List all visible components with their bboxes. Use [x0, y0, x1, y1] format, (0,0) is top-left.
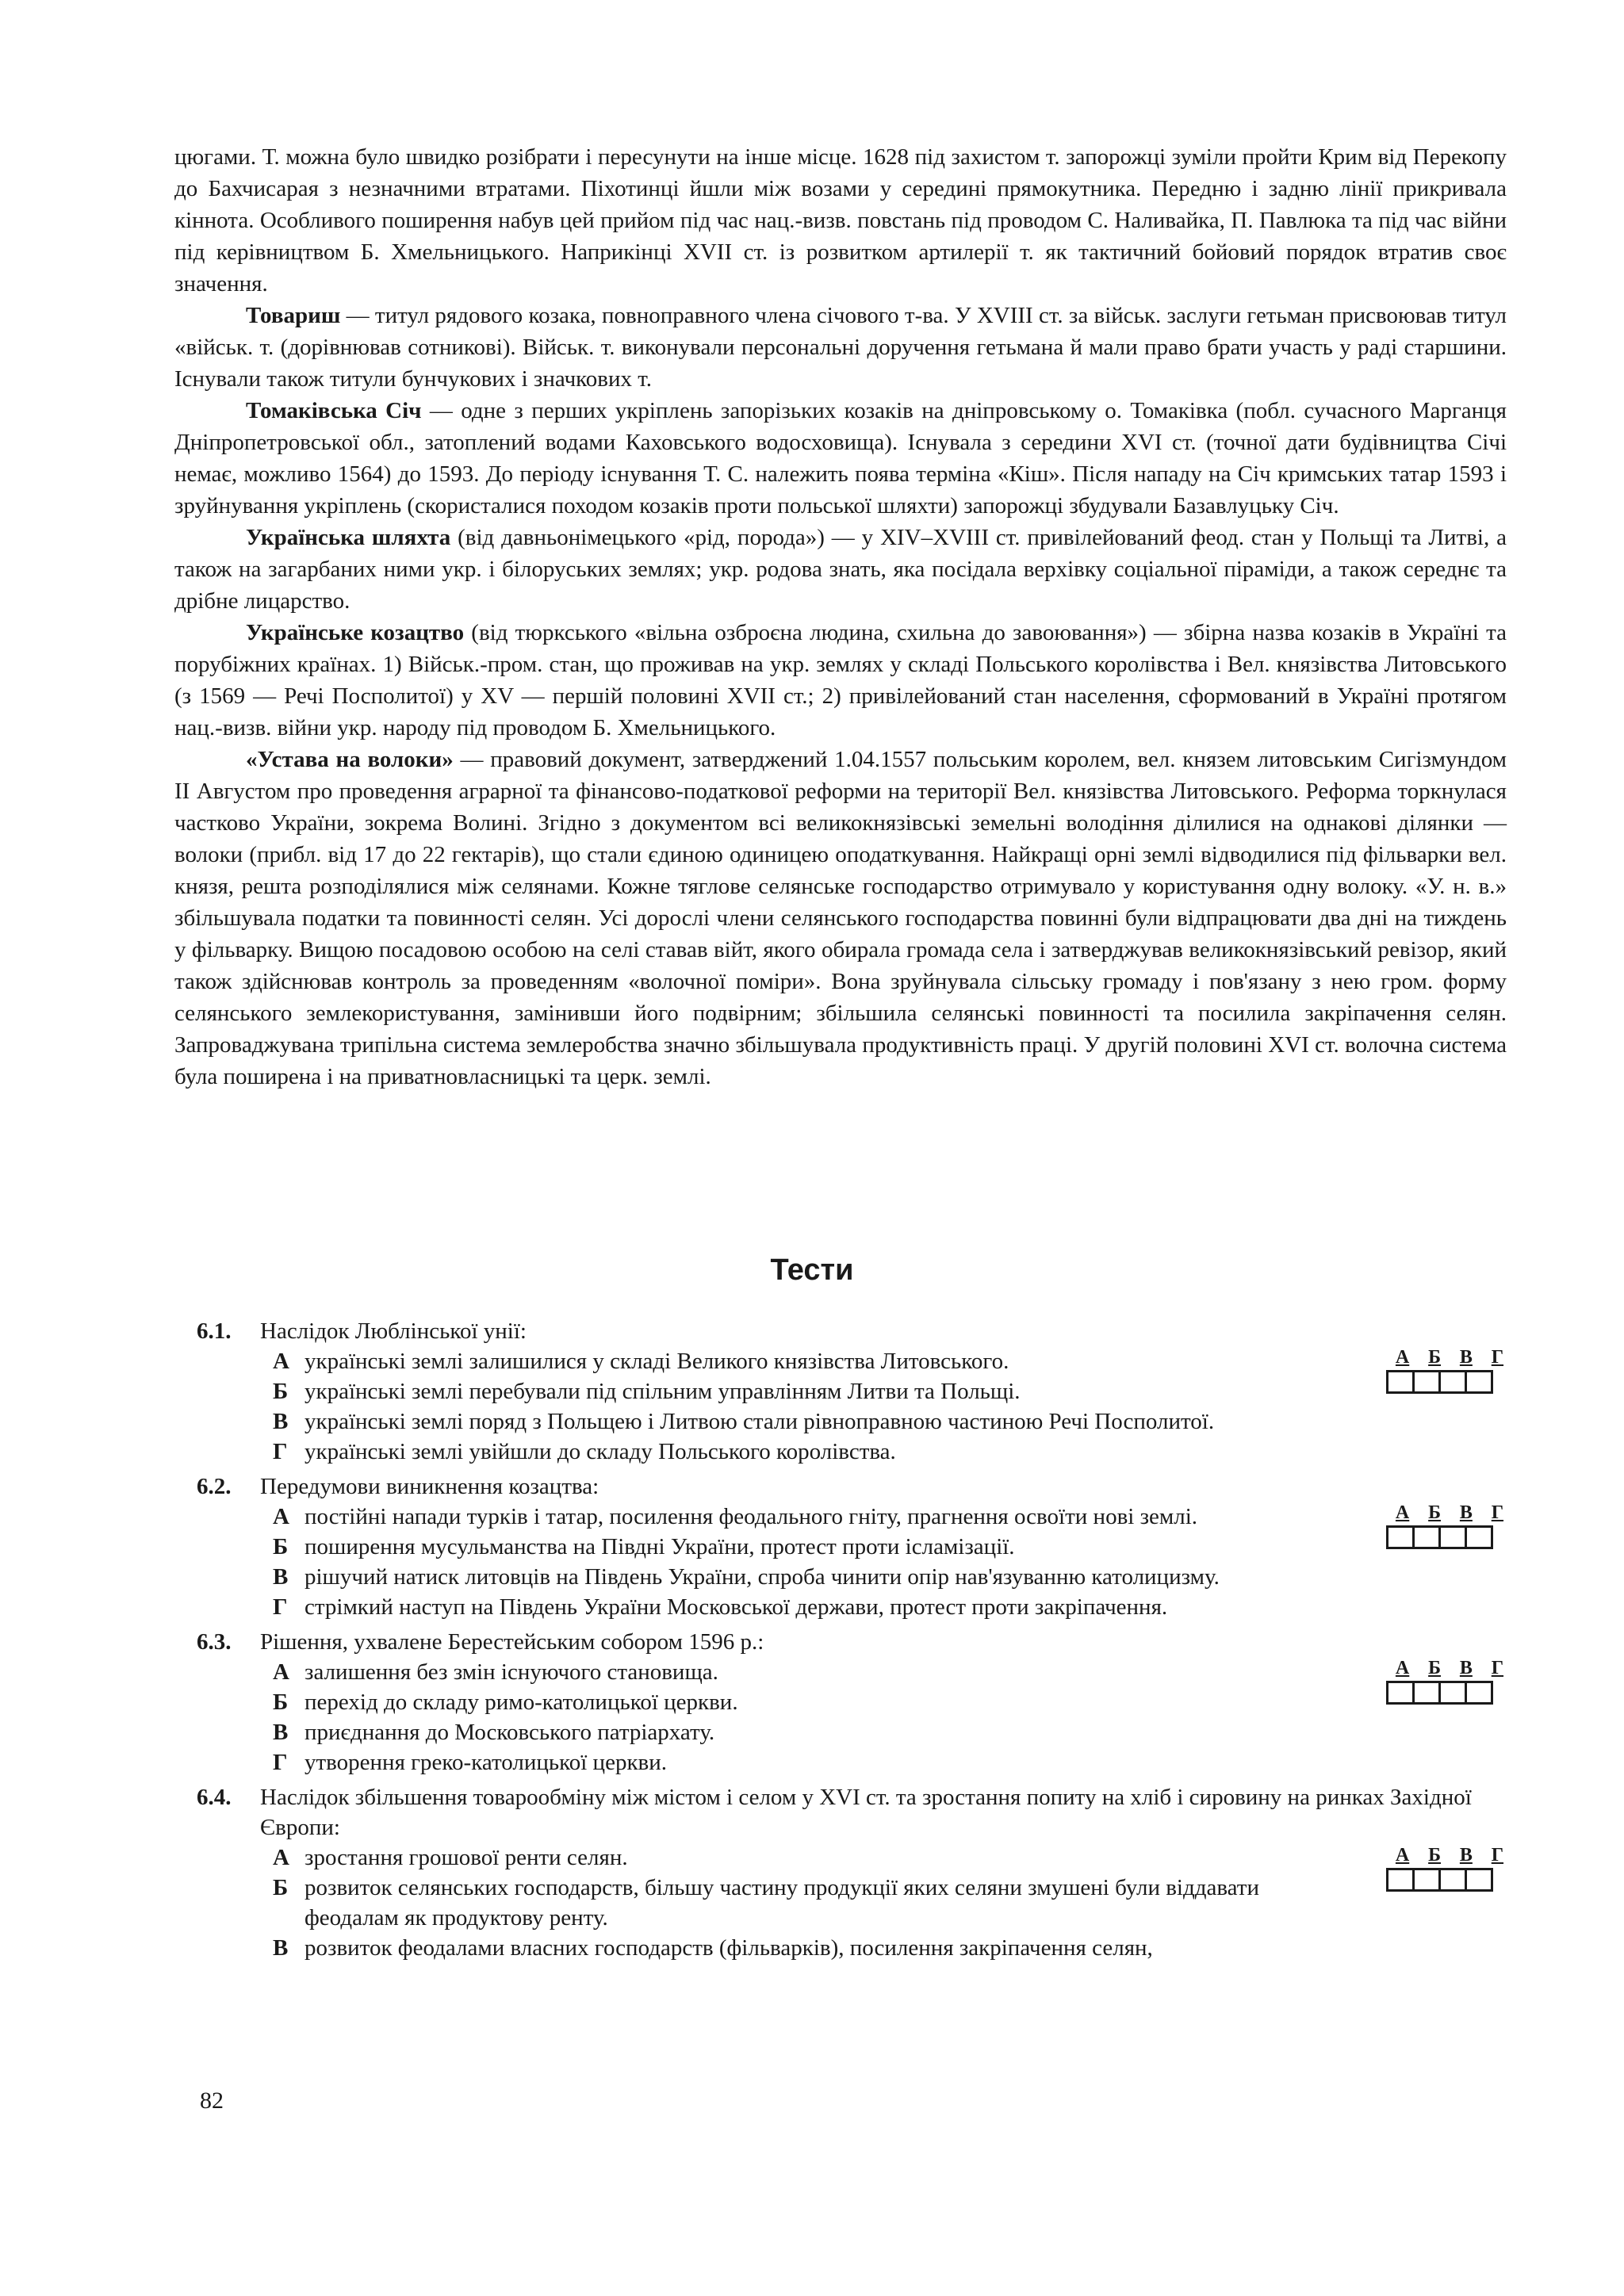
option-text: утворення греко-католицької церкви.	[304, 1750, 667, 1775]
answer-option	[273, 1346, 1335, 1376]
glossary-entry	[174, 522, 1507, 617]
option-text: українські землі залишилися у складі Великого князівства Литовського.	[304, 1349, 1009, 1374]
answer-checkbox-a[interactable]	[1386, 1681, 1415, 1705]
answer-checkbox-v[interactable]	[1438, 1370, 1467, 1394]
option-letter: В	[273, 1409, 289, 1434]
answer-letter: А	[1395, 1502, 1410, 1523]
answer-checkbox-g[interactable]	[1465, 1370, 1493, 1394]
question-number: 6.4.	[197, 1785, 232, 1810]
option-letter: В	[273, 1720, 289, 1745]
question-stem	[197, 1316, 1529, 1346]
option-letter: В	[273, 1564, 289, 1590]
option-text: перехід до складу римо-католицької церкви.	[304, 1689, 738, 1715]
answer-grid	[1386, 1348, 1513, 1394]
answer-checkbox-b[interactable]	[1412, 1681, 1441, 1705]
answer-grid	[1386, 1846, 1513, 1892]
glossary-term: Українська шляхта	[246, 525, 451, 550]
glossary-section	[174, 141, 1507, 1093]
option-text: стрімкий наступ на Південь України Московської держави, протест проти закріпачення.	[304, 1594, 1168, 1620]
answer-letter: Б	[1428, 1845, 1441, 1866]
option-letter: Г	[273, 1594, 288, 1620]
answer-letter: Г	[1491, 1658, 1504, 1678]
question-stem	[197, 1471, 1529, 1502]
option-text: українські землі увійшли до складу Польського королівства.	[304, 1439, 896, 1464]
option-letter: Б	[273, 1379, 289, 1404]
question-text: Передумови виникнення козацтва:	[260, 1474, 599, 1499]
answer-grid	[1386, 1659, 1513, 1705]
question-number: 6.1.	[197, 1318, 232, 1344]
answer-checkbox-b[interactable]	[1412, 1525, 1441, 1549]
glossary-term: Томаківська Січ	[246, 398, 422, 423]
answer-letter: Б	[1428, 1502, 1441, 1523]
option-text: українські землі поряд з Польщею і Литвою стали рівноправною частиною Речі Посполитої.	[304, 1409, 1215, 1434]
test-question	[197, 1627, 1529, 1777]
answer-letter: Б	[1428, 1658, 1441, 1678]
option-letter: В	[273, 1935, 289, 1961]
answer-option	[273, 1843, 1335, 1873]
answer-letter: В	[1459, 1347, 1473, 1368]
answer-option	[273, 1562, 1335, 1592]
answer-letter: А	[1395, 1347, 1410, 1368]
question-stem	[197, 1782, 1529, 1843]
answer-letter: В	[1459, 1845, 1473, 1866]
answer-option	[273, 1933, 1335, 1963]
option-letter: Г	[273, 1750, 288, 1775]
answer-boxes	[1386, 1525, 1513, 1549]
question-number: 6.2.	[197, 1474, 232, 1499]
answer-option	[273, 1502, 1335, 1532]
glossary-term: Українське козацтво	[246, 620, 465, 645]
option-letter: Б	[273, 1875, 289, 1900]
answer-checkbox-b[interactable]	[1412, 1370, 1441, 1394]
test-question	[197, 1316, 1529, 1467]
answer-option	[273, 1717, 1335, 1747]
answer-letter: Г	[1491, 1347, 1504, 1368]
glossary-term: Товариш	[246, 303, 341, 328]
option-letter: А	[273, 1659, 289, 1685]
question-text: Наслідок Люблінської унії:	[260, 1318, 527, 1344]
answer-checkbox-a[interactable]	[1386, 1868, 1415, 1892]
glossary-entry	[174, 300, 1507, 395]
answer-checkbox-v[interactable]	[1438, 1681, 1467, 1705]
answer-options	[273, 1657, 1335, 1777]
answer-checkbox-b[interactable]	[1412, 1868, 1441, 1892]
section-title: Тести	[770, 1253, 854, 1287]
option-text: постійні напади турків і татар, посилення феодального гніту, прагнення освоїти нові землі.	[304, 1504, 1198, 1529]
option-text: розвиток селянських господарств, більшу частину продукції яких селяни змушені були віддавати феодалам як продуктову ренту.	[304, 1875, 1259, 1931]
glossary-entry	[174, 617, 1507, 744]
glossary-definition: (від тюркського «вільна озброєна людина, схильна до завоювання») — збірна назва козаків в Україні та порубіжних країнах. 1) Військ.-пром. стан, що проживав на укр. землях у складі Польського королівства і Вел. князівства Литовського (з 1569 — Речі Посполитої) у XV — першій половині XVII ст.; 2) привілейований стан населення, сформований в Україні протягом нац.-визв. війни укр. народу під проводом Б. Хмельницького.	[174, 620, 1507, 740]
answer-checkbox-g[interactable]	[1465, 1681, 1493, 1705]
option-text: українські землі перебували під спільним управлінням Литви та Польщі.	[304, 1379, 1021, 1404]
glossary-definition: — одне з перших укріплень запорізьких козаків на дніпровському о. Томаківка (побл. сучасного Марганця Дніпропетровської обл., затоплений водами Каховського водосховища). Існувала з середини XVI ст. (точної дати будівництва Січі немає, можливо 1564) до 1593. До періоду існування Т. С. належить поява терміна «Кіш». Після нападу на Січ кримських татар 1593 і зруйнування укріплень (скористалися походом козаків проти польської шляхти) запорожці збудували Базавлуцьку Січ.	[174, 398, 1507, 519]
answer-option	[273, 1592, 1335, 1622]
answer-boxes	[1386, 1868, 1513, 1892]
glossary-term: «Устава на волоки»	[246, 747, 454, 772]
answer-option	[273, 1873, 1335, 1933]
option-text: залишення без змін існуючого становища.	[304, 1659, 718, 1685]
answer-checkbox-g[interactable]	[1465, 1868, 1493, 1892]
page-number: 82	[200, 2087, 224, 2114]
answer-letter: Г	[1491, 1845, 1504, 1866]
answer-option	[273, 1532, 1335, 1562]
answer-letters	[1386, 1503, 1513, 1522]
glossary-definition: (від давньонімецького «рід, порода») — у XIV–XVIII ст. привілейований феод. стан у Польщі та Литві, а також на загарбаних ними укр. і білоруських землях; укр. родова знать, яка посідала верхівку соціальної піраміди, а також середнє та дрібне лицарство.	[174, 525, 1507, 614]
test-question	[197, 1782, 1529, 1963]
glossary-entry	[174, 141, 1507, 300]
tests-section	[197, 1316, 1529, 1968]
question-number: 6.3.	[197, 1629, 232, 1655]
glossary-definition: цюгами. Т. можна було швидко розібрати і пересунути на інше місце. 1628 під захистом т. запорожці зуміли пройти Крим від Перекопу до Бахчисарая з незначними втратами. Піхотинці йшли між возами у середині прямокутника. Передню і задню лінії прикривала кіннота. Особливого поширення набув цей прийом під час нац.-визв. повстань під проводом С. Наливайка, П. Павлюка та під час війни під керівництвом Б. Хмельницького. Наприкінці XVII ст. із розвитком артилерії т. як тактичний бойовий порядок втратив своє значення.	[174, 144, 1507, 297]
answer-option	[273, 1406, 1335, 1437]
answer-letters	[1386, 1659, 1513, 1678]
glossary-entry	[174, 395, 1507, 522]
answer-checkbox-a[interactable]	[1386, 1370, 1415, 1394]
answer-boxes	[1386, 1370, 1513, 1394]
glossary-entry	[174, 744, 1507, 1093]
option-letter: А	[273, 1845, 289, 1870]
option-text: поширення мусульманства на Півдні України, протест проти ісламізації.	[304, 1534, 1015, 1559]
answer-option	[273, 1376, 1335, 1406]
option-text: рішучий натиск литовців на Південь України, спроба чинити опір нав'язуванню католицизму.	[304, 1564, 1220, 1590]
answer-boxes	[1386, 1681, 1513, 1705]
answer-letter: А	[1395, 1845, 1410, 1866]
test-question	[197, 1471, 1529, 1622]
answer-letters	[1386, 1348, 1513, 1367]
answer-options	[273, 1346, 1335, 1467]
answer-letter: В	[1459, 1502, 1473, 1523]
answer-options	[273, 1843, 1335, 1963]
question-text: Наслідок збільшення товарообміну між містом і селом у XVI ст. та зростання попиту на хліб і сировину на ринках Західної Європи:	[260, 1785, 1472, 1840]
answer-option	[273, 1437, 1335, 1467]
option-text: розвиток феодалами власних господарств (фільварків), посилення закріпачення селян,	[304, 1935, 1153, 1961]
answer-options	[273, 1502, 1335, 1622]
answer-letter: Г	[1491, 1502, 1504, 1523]
glossary-definition: — правовий документ, затверджений 1.04.1557 польським королем, вел. князем литовським Сигізмундом II Августом про проведення аграрної та фінансово-податкової реформи на території Вел. князівства Литовського. Реформа торкнулася частково України, зокрема Волині. Згідно з документом всі великокнязівські земельні володіння ділилися на однакові ділянки — волоки (прибл. від 17 до 22 гектарів), що стали єдиною одиницею оподаткування. Найкращі орні землі відводилися під фільварки вел. князя, решта розподілялися між селянами. Кожне тяглове селянське господарство отримувало у користування одну волоку. «У. н. в.» збільшувала податки та повинності селян. Усі дорослі члени селянського господарства повинні були відпрацювати два дні на тиждень у фільварку. Вищою посадовою особою на селі ставав війт, якого обирала громада села і затверджував великокнязівський ревізор, який також здійснював контроль за проведенням «волочної поміри». Вона зруйнувала сільську громаду і пов'язану з нею гром. форму селянського землекористування, замінивши його подвірним; збільшила селянські повинності та посилила закріпачення селян. Запроваджувана трипільна система землеробства значно збільшувала продуктивність праці. У другій половині XVI ст. волочна система була поширена і на приватновласницькі та церк. землі.	[174, 747, 1507, 1089]
answer-option	[273, 1747, 1335, 1777]
question-stem	[197, 1627, 1529, 1657]
option-text: приєднання до Московського патріархату.	[304, 1720, 715, 1745]
answer-letters	[1386, 1846, 1513, 1865]
answer-grid	[1386, 1503, 1513, 1549]
answer-checkbox-g[interactable]	[1465, 1525, 1493, 1549]
answer-letter: В	[1459, 1658, 1473, 1678]
answer-checkbox-a[interactable]	[1386, 1525, 1415, 1549]
option-text: зростання грошової ренти селян.	[304, 1845, 628, 1870]
glossary-definition: — титул рядового козака, повноправного члена січового т-ва. У XVIII ст. за військ. заслуги гетьман присвоював титул «військ. т. (дорівнював сотникові). Військ. т. виконували персональні доручення гетьмана й мали право брати участь у раді старшини. Існували також титули бунчукових і значкових т.	[174, 303, 1507, 392]
answer-option	[273, 1687, 1335, 1717]
option-letter: Б	[273, 1534, 289, 1559]
answer-checkbox-v[interactable]	[1438, 1868, 1467, 1892]
answer-checkbox-v[interactable]	[1438, 1525, 1467, 1549]
option-letter: Б	[273, 1689, 289, 1715]
answer-option	[273, 1657, 1335, 1687]
answer-letter: Б	[1428, 1347, 1441, 1368]
question-text: Рішення, ухвалене Берестейським собором 1596 р.:	[260, 1629, 764, 1655]
option-letter: Г	[273, 1439, 288, 1464]
option-letter: А	[273, 1349, 289, 1374]
answer-letter: А	[1395, 1658, 1410, 1678]
option-letter: А	[273, 1504, 289, 1529]
